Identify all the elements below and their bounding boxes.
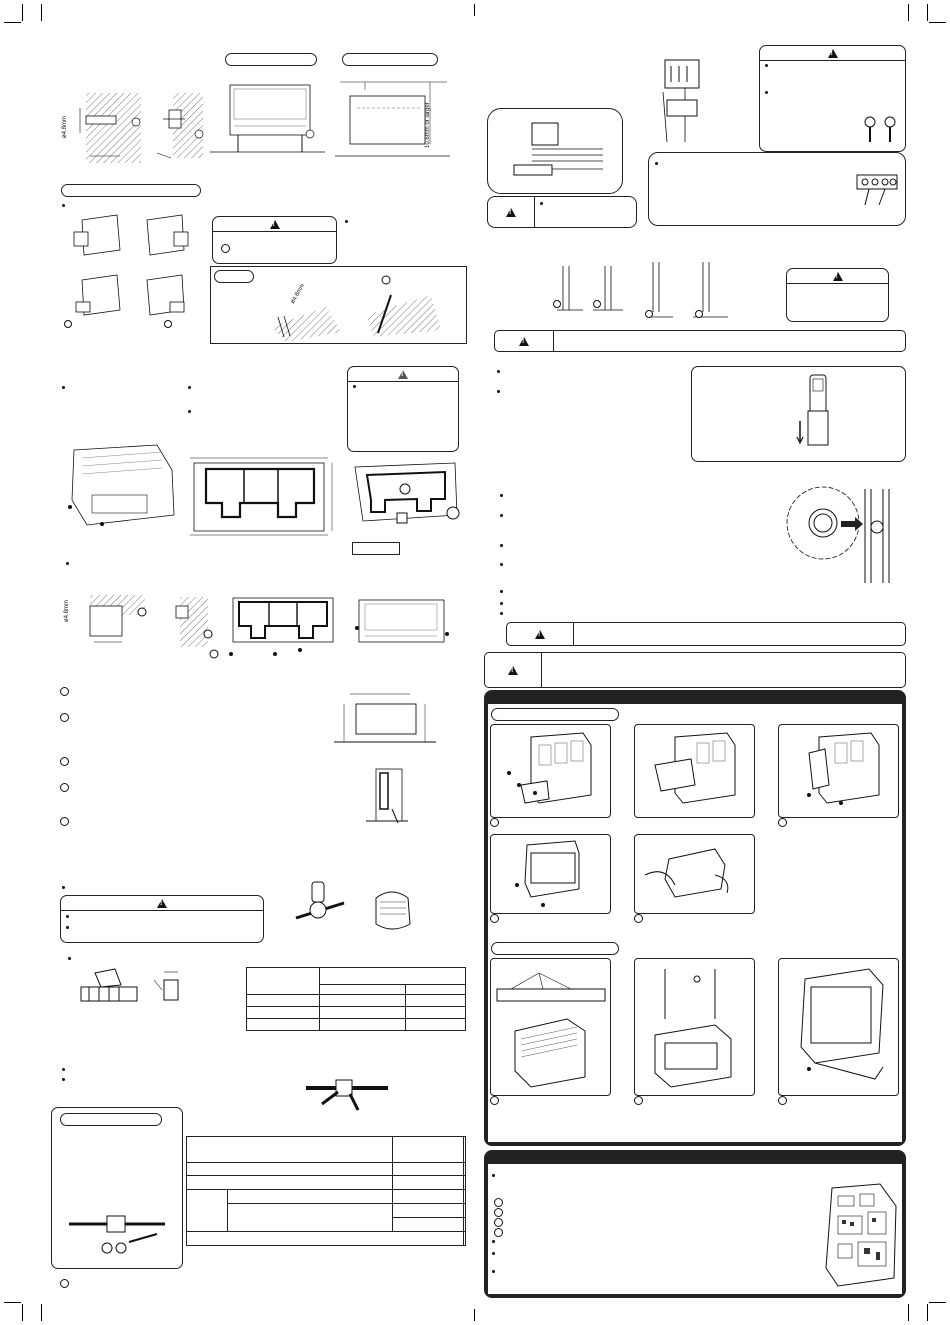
step-marker — [60, 757, 69, 766]
step-diagram-3 — [778, 724, 899, 818]
torque-title-pill — [60, 1113, 162, 1126]
bullet — [500, 563, 503, 566]
bullet — [500, 494, 503, 497]
bullet — [353, 385, 356, 388]
caution-bar — [506, 622, 906, 646]
crimp-terminal-diagram — [860, 114, 900, 144]
step-marker — [60, 817, 69, 826]
bullet — [66, 926, 69, 929]
mounting-plate-perspective-diagram — [345, 455, 465, 540]
panel-removal-section — [484, 690, 906, 1146]
step-marker — [60, 687, 69, 696]
remote-holder-box — [691, 366, 906, 462]
pipe-routing-diagram — [508, 119, 618, 184]
section-title-pill — [61, 184, 201, 197]
section-title-pill — [342, 53, 438, 66]
bullet — [500, 544, 503, 547]
bullet — [62, 886, 65, 889]
unit-back-mounting-diagram — [62, 440, 182, 535]
warning-icon — [828, 49, 838, 58]
caution-mini-box — [487, 196, 637, 228]
warning-icon — [157, 899, 167, 908]
screw-insert-diagram — [356, 275, 446, 340]
crop-mark — [22, 4, 23, 21]
crop-mark — [4, 1302, 21, 1303]
warning-header — [61, 896, 263, 911]
panel-removal-content — [488, 704, 902, 1142]
step-diagram-4 — [490, 834, 611, 914]
bullet — [345, 220, 348, 223]
warning-header — [787, 269, 888, 284]
wall-screw-diagram — [155, 88, 215, 168]
warning-bar-2 — [484, 652, 906, 688]
caution-label — [488, 197, 535, 227]
pcb-content — [488, 1164, 902, 1294]
step-diagram-7 — [634, 958, 755, 1096]
caution-bar-label — [507, 623, 574, 645]
step-marker — [60, 783, 69, 792]
bullet — [188, 410, 191, 413]
crop-mark — [927, 4, 928, 21]
bullet — [492, 1240, 495, 1243]
bullet — [188, 386, 191, 389]
crop-mark — [41, 1304, 42, 1321]
corner-bracket-diagrams — [62, 210, 202, 330]
warning-icon — [270, 220, 280, 229]
step-marker — [494, 1228, 503, 1237]
crop-mark — [4, 22, 21, 23]
caution-box — [347, 366, 459, 452]
warning-icon — [535, 630, 545, 639]
bullet — [765, 91, 768, 94]
step-diagram-2 — [634, 724, 755, 818]
wall-hole-pipe-diagram — [785, 475, 905, 585]
warning-header — [213, 217, 336, 232]
crop-mark — [41, 4, 42, 21]
crop-mark — [22, 1304, 23, 1321]
warning-header — [760, 46, 905, 61]
terminal-block-box — [648, 152, 906, 226]
step-marker — [494, 1218, 503, 1227]
step-diagram-5 — [634, 834, 755, 914]
torque-table — [186, 1136, 466, 1246]
unit-front-dimension-diagram — [210, 70, 325, 160]
warning-icon — [506, 208, 516, 217]
crop-mark — [929, 1302, 946, 1303]
step-marker — [634, 914, 643, 923]
subsection-title-pill — [491, 708, 619, 721]
bullet — [62, 386, 65, 389]
bullet — [492, 1252, 495, 1255]
warning-icon — [508, 666, 518, 675]
hole-diameter-label: ø4.8mm — [62, 115, 68, 138]
step-marker — [490, 818, 499, 827]
caution-icon — [398, 370, 408, 379]
warning-icon — [519, 337, 529, 346]
warning-icon — [833, 272, 843, 281]
step-marker — [490, 1096, 499, 1105]
mounting-plate-dimension-diagram — [190, 455, 340, 540]
drain-warning-box — [786, 268, 889, 322]
torque-box — [51, 1107, 183, 1269]
drill-hole-diagram — [266, 282, 346, 342]
bullet — [68, 957, 71, 960]
note-box — [210, 266, 467, 344]
step-marker — [634, 1096, 643, 1105]
bullet — [497, 370, 500, 373]
ceiling-gap-label: 10.6mm or larger — [425, 102, 431, 148]
wall-hole-diagram — [58, 88, 148, 168]
pcb-section — [484, 1150, 906, 1298]
wrench-connection-diagram — [302, 1070, 392, 1125]
bullet — [62, 204, 65, 207]
torque-wrench-diagram — [67, 1208, 167, 1258]
bullet — [655, 162, 658, 165]
bullet — [62, 1078, 65, 1081]
pipe-cutter-diagram — [290, 878, 350, 938]
bullet — [540, 202, 543, 205]
note-title-pill — [214, 270, 254, 283]
bullet — [492, 1174, 495, 1177]
step-diagram-1 — [490, 724, 611, 818]
bullet — [500, 514, 503, 517]
crop-mark — [929, 22, 946, 23]
step-marker — [778, 1096, 787, 1105]
wall-hole-diagram-2 — [62, 590, 152, 650]
mounting-plate-diagram-2 — [225, 592, 340, 657]
bullet — [492, 1270, 495, 1273]
terminal-wiring-diagram — [645, 52, 725, 142]
step-diagram-8 — [778, 958, 899, 1096]
crop-mark — [908, 4, 909, 21]
crop-mark — [927, 1304, 928, 1321]
bullet — [500, 590, 503, 593]
unit-placement-diagram — [330, 690, 440, 755]
bullet — [500, 612, 503, 615]
pipe-reamer-hand-diagram — [362, 878, 422, 938]
step-marker — [60, 1279, 69, 1288]
label-box — [352, 542, 400, 555]
step-marker — [494, 1208, 503, 1217]
unit-front-diagram-2 — [345, 594, 460, 654]
pipe-routing-box — [487, 108, 623, 194]
bullet — [66, 562, 69, 565]
flare-dimension-table — [246, 967, 466, 1031]
flare-dimension-diagram — [150, 968, 190, 1013]
bullet — [66, 915, 69, 918]
crop-mark — [908, 1304, 909, 1321]
terminal-block-diagram — [849, 163, 901, 208]
step-marker — [221, 244, 230, 253]
caution-header — [348, 367, 458, 382]
crop-mark — [474, 1309, 475, 1321]
bullet — [497, 390, 500, 393]
step-marker — [778, 818, 787, 827]
remote-holder-diagram — [792, 371, 852, 456]
unit-side-placement-diagram — [362, 765, 412, 830]
step-diagram-6 — [490, 958, 611, 1096]
flare-tool-diagram — [75, 965, 145, 1025]
bullet — [500, 602, 503, 605]
unit-ceiling-clearance-diagram — [335, 70, 450, 165]
warning-box — [212, 216, 337, 264]
subsection-title-pill — [491, 942, 619, 955]
drain-hose-diagrams — [553, 262, 738, 324]
electrical-warning-box — [759, 45, 906, 152]
warning-bar-label — [485, 653, 542, 687]
hole-diameter-note: ø4.8mm — [289, 282, 307, 306]
step-marker — [490, 914, 499, 923]
bullet — [765, 64, 768, 67]
section-title-pill — [225, 53, 317, 66]
wall-screw-diagram-2 — [158, 592, 218, 657]
crop-mark — [474, 4, 475, 16]
warning-bar-label — [495, 331, 554, 351]
warning-bar — [494, 330, 906, 352]
step-marker — [494, 1198, 503, 1207]
pcb-board-diagram — [818, 1182, 898, 1292]
bullet — [62, 1068, 65, 1071]
flare-warning-box — [60, 895, 264, 943]
hole-diameter-label-2: ø4.8mm — [64, 599, 70, 622]
step-marker — [60, 713, 69, 722]
